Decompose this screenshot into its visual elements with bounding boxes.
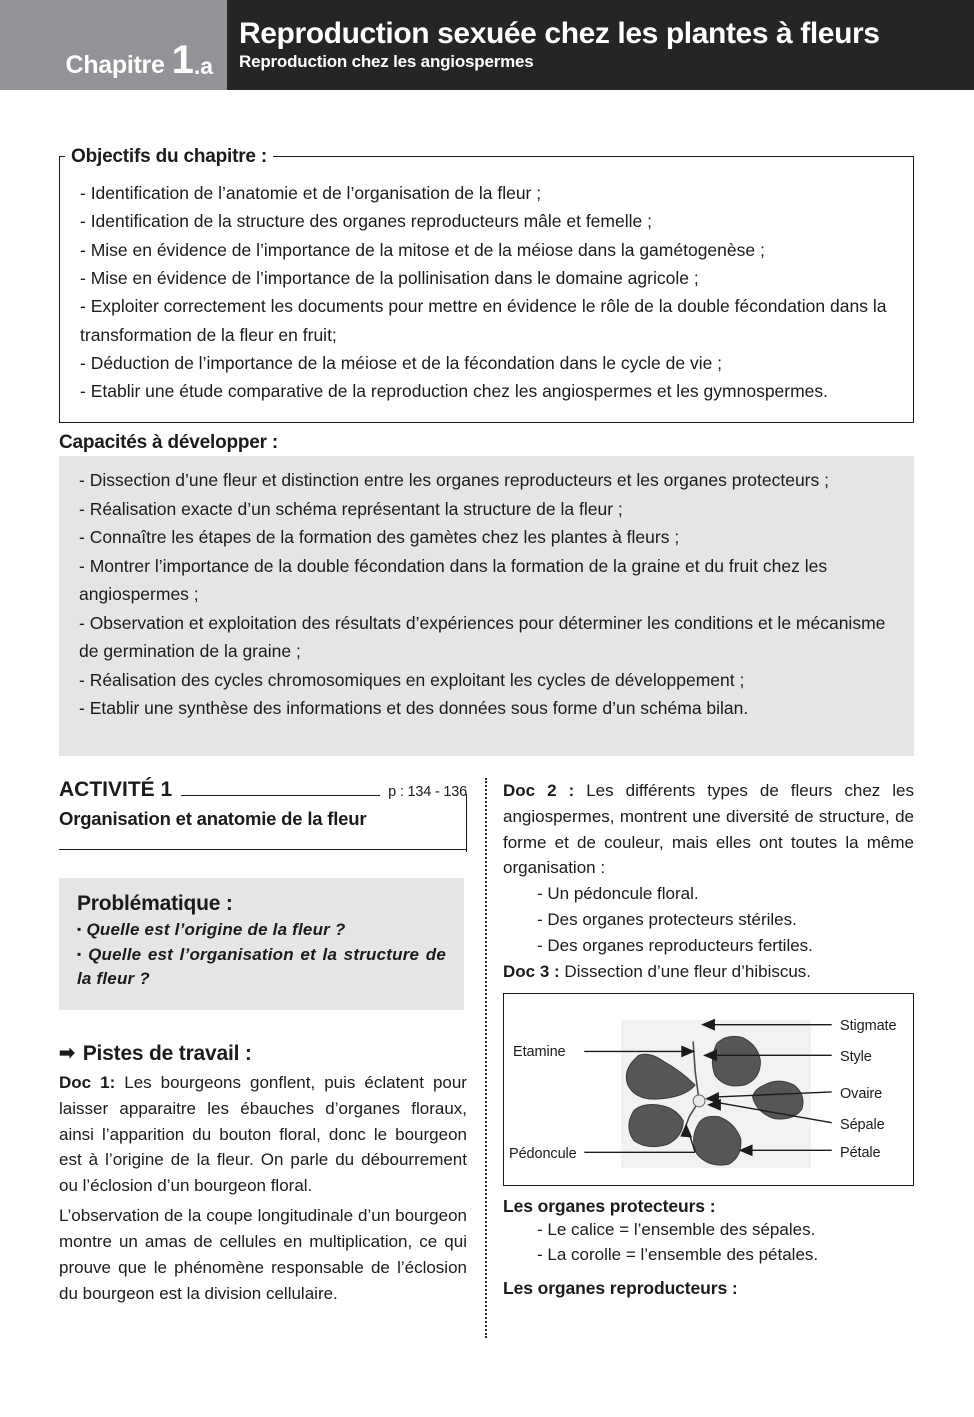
organes-reproducteurs-title: Les organes reproducteurs : [503, 1278, 738, 1299]
activite-title: Organisation et anatomie de la fleur [59, 808, 367, 829]
objectif-item: - Exploiter correctement les documents pour mettre en évidence le rôle de la double fécondation dans la transformation de la fleur en fruit; [80, 296, 887, 345]
capacite-item: - Observation et exploitation des résultats d’expériences pour déterminer les conditions et le mécanisme de germination de la graine ; [79, 612, 886, 662]
figure-label-petale: Pétale [840, 1144, 881, 1161]
doc3-line [503, 959, 914, 985]
problematique-question [77, 918, 446, 943]
objectif-item: - Identification de la structure des organes reproducteurs mâle et femelle ; [80, 211, 652, 232]
activite-rule [181, 795, 380, 796]
capacite-item: - Etablir une synthèse des informations et des données sous forme d’un schéma bilan. [79, 698, 749, 719]
column-divider [485, 778, 487, 1338]
capacite-item: - Réalisation exacte d’un schéma représentant la structure de la fleur ; [79, 498, 623, 519]
header-title-band [227, 0, 974, 90]
problematique-title: Problématique : [77, 892, 233, 915]
chapter-number: 1 [171, 38, 193, 82]
activite-pages: p : 134 - 136 [388, 784, 467, 800]
activite-header [59, 778, 467, 850]
chapter-suffix: .a [193, 53, 213, 79]
doc2-text: Les différents types de fleurs chez les angiospermes, montrent une diversité de structure, de forme et de couleur, mais elles ont toutes la même organisation : [503, 781, 914, 878]
figure-label-sepale: Sépale [840, 1116, 885, 1133]
doc3-tag: Doc 3 : [503, 961, 560, 981]
page-title: Reproduction sexuée chez les plantes à fleurs [239, 17, 880, 50]
objectifs-section [59, 146, 914, 423]
organes-protecteurs-item: - Le calice = l’ensemble des sépales. [537, 1219, 816, 1239]
figure-label-pedoncule: Pédoncule [509, 1145, 577, 1162]
doc2-item: - Des organes reproducteurs fertiles. [537, 935, 813, 955]
right-column [503, 778, 914, 1299]
figure-label-ovaire: Ovaire [840, 1085, 883, 1102]
doc2-item: - Des organes protecteurs stériles. [537, 910, 797, 930]
doc1-tag: Doc 1: [59, 1072, 116, 1092]
problematique-question-text: Quelle est l’origine de la fleur ? [86, 920, 346, 939]
organes-protecteurs-item: - La corolle = l’ensemble des pétales. [537, 1245, 819, 1265]
objectif-item: - Identification de l’anatomie et de l’organisation de la fleur ; [80, 183, 542, 203]
figure-label-etamine: Etamine [513, 1043, 566, 1060]
doc1-text: Les bourgeons gonflent, puis éclatent pour laisser apparaitre les ébauches d’organes floraux, ainsi l’apparition du bouton floral, donc le bourgeon est à l’origine de la fleur. On parle du débourrement ou l’éclosion d’un bourgeon floral. [59, 1072, 467, 1196]
capacite-item: - Dissection d’une fleur et distinction entre les organes reproducteurs et les organes protecteurs ; [79, 470, 829, 490]
square-bullet-icon: ▪ [77, 946, 84, 961]
problematique-box [59, 878, 464, 1010]
activite-bottom-rule [59, 849, 467, 850]
page-subtitle: Reproduction chez les angiospermes [239, 51, 534, 71]
doc2-paragraph [503, 778, 914, 881]
objectif-item: - Mise en évidence de l’importance de la pollinisation dans le domaine agricole ; [80, 268, 699, 289]
pistes-title-text: Pistes de travail : [82, 1041, 252, 1065]
doc3-text: Dissection d’une fleur d’hibiscus. [559, 961, 812, 981]
capacites-heading: Capacités à développer : [59, 432, 279, 453]
pistes-de-travail-title [59, 1042, 467, 1066]
organes-protecteurs-title: Les organes protecteurs : [503, 1195, 716, 1216]
capacite-item: - Montrer l’importance de la double fécondation dans la formation de la graine et du fruit chez les angiospermes ; [79, 555, 828, 605]
capacites-box [59, 456, 914, 756]
chapter-word: Chapitre [65, 51, 165, 79]
figure-label-stigmate: Stigmate [840, 1017, 897, 1034]
objectifs-heading: Objectifs du chapitre : [65, 146, 273, 168]
doc1-paragraph-2: L’observation de la coupe longitudinale d’un bourgeon montre un amas de cellules en multiplication, ce qui prouve que le phénomène responsable de l’éclosion du bourgeon est la division cellulaire. [59, 1206, 467, 1303]
objectifs-heading-row [59, 146, 914, 167]
activite-corner-rule [454, 794, 467, 852]
page-header [0, 0, 974, 90]
objectifs-box [59, 156, 914, 423]
problematique-question-text: Quelle est l’organisation et la structure de la fleur ? [77, 944, 446, 989]
objectif-item: - Mise en évidence de l’importance de la mitose et de la méiose dans la gamétogenèse ; [80, 239, 765, 260]
square-bullet-icon: ▪ [77, 922, 82, 936]
arrow-right-icon: ➡ [59, 1043, 75, 1065]
figure-label-style: Style [840, 1048, 872, 1065]
doc2-item: - Un pédoncule floral. [537, 884, 699, 904]
capacite-item: - Réalisation des cycles chromosomiques en exploitant les cycles de développement ; [79, 669, 745, 690]
doc1-paragraph [59, 1070, 467, 1199]
activite-label: ACTIVITÉ 1 [59, 778, 173, 801]
objectif-item: - Etablir une étude comparative de la reproduction chez les angiospermes et les gymnospermes. [80, 381, 829, 402]
activite-top-row [59, 778, 467, 802]
chapter-badge [0, 0, 227, 90]
objectif-item: - Déduction de l’importance de la méiose et de la fécondation dans le cycle de vie ; [80, 353, 723, 374]
problematique-question [77, 943, 446, 992]
capacite-item: - Connaître les étapes de la formation des gamètes chez les plantes à fleurs ; [79, 527, 680, 548]
flower-dissection-figure [503, 993, 914, 1186]
left-column [59, 778, 467, 1306]
doc2-tag: Doc 2 : [503, 781, 575, 800]
flower-center [693, 1095, 705, 1107]
